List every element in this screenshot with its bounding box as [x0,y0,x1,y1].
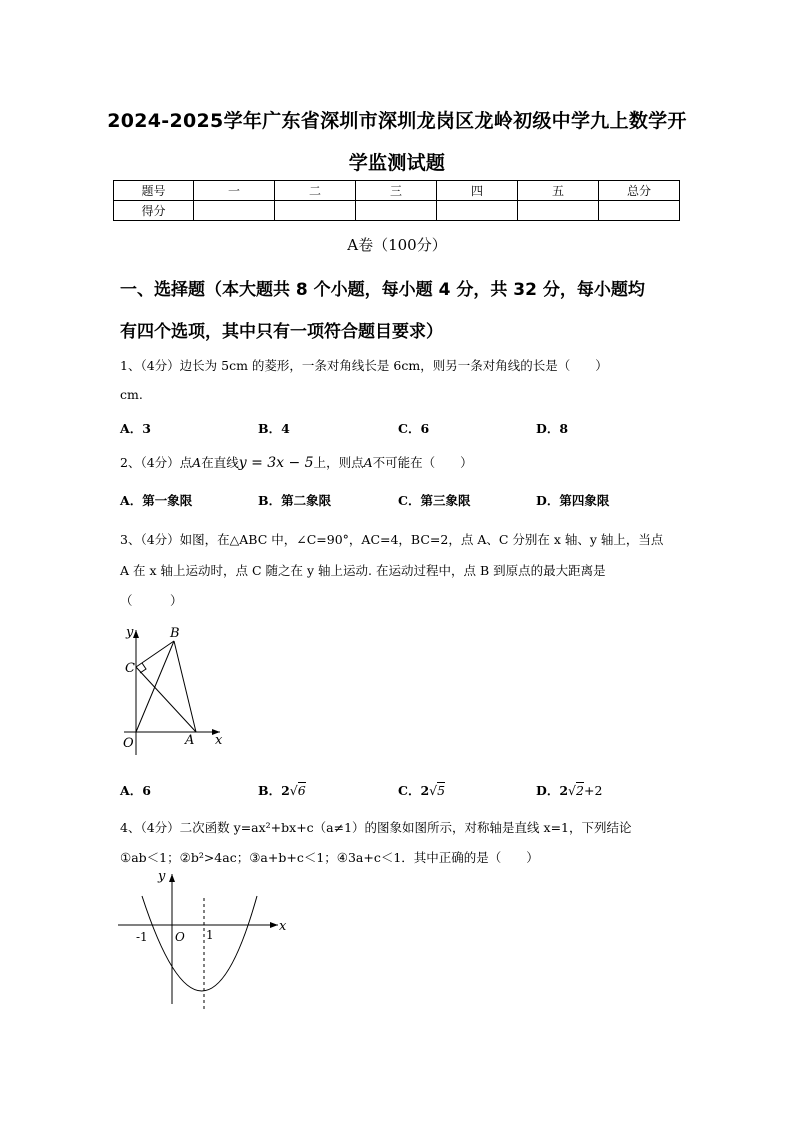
right-angle-mark-icon [140,663,146,673]
section-a-heading: A卷（100分） [347,236,447,254]
table-cell: 四 [437,181,518,201]
score-input-cell[interactable] [518,201,599,221]
label-1: 1 [206,928,214,942]
q2-end: 不可能在（ ） [372,455,473,470]
segment-ob [136,641,174,732]
label-a: A [185,733,195,748]
q4-figure [118,866,293,1016]
q3-option-c[interactable]: C．2√5 [398,783,446,798]
score-input-cell[interactable] [194,201,275,221]
table-cell: 总分 [599,181,680,201]
q1-option-b[interactable]: B．4 [258,421,290,436]
table-cell: 五 [518,181,599,201]
parabola-curve [142,896,257,991]
label-o: O [123,736,134,751]
segment-ca [136,667,196,732]
score-input-cell[interactable] [437,201,518,221]
label-x: x [215,733,223,748]
label-o: O [175,930,185,944]
segment-ba [174,641,196,732]
q2-option-a[interactable]: A．第一象限 [120,493,193,508]
title-line-1: 2024-2025学年广东省深圳市深圳龙岗区龙岭初级中学九上数学开 [107,110,687,132]
label-x: x [279,919,287,934]
label-b: B [170,626,180,641]
score-table-score-row [114,201,680,221]
label-y: y [158,869,166,884]
q2-text [120,453,473,471]
score-table [113,180,680,221]
q2-mid: 在直线 [201,455,239,470]
q3-figure [112,620,242,755]
score-table-header-row [114,181,680,201]
table-cell: 得分 [114,201,194,221]
label-y: y [126,625,134,640]
q1-option-d[interactable]: D．8 [536,421,569,436]
q2-point-a-2: A [363,455,373,470]
q3-option-b[interactable]: B．2√6 [258,783,306,798]
q3-option-d[interactable]: D．2√2+2 [536,783,603,798]
table-cell: 题号 [114,181,194,201]
q1-text-line-2: cm. [120,387,143,402]
part-heading-line-2: 有四个选项，其中只有一项符合题目要求） [120,322,443,342]
q1-option-a[interactable]: A．3 [120,421,151,436]
title-line-2: 学监测试题 [348,152,446,174]
q2-equation: y = 3x − 5 [238,455,314,471]
score-input-cell[interactable] [599,201,680,221]
q2-option-b[interactable]: B．第二象限 [258,493,332,508]
q1-option-c[interactable]: C．6 [398,421,430,436]
table-cell: 二 [275,181,356,201]
table-cell: 一 [194,181,275,201]
q3-text-line-3: （ ） [120,593,183,608]
x-axis-arrow-icon [270,922,278,928]
q4-text-line-1: 4、（4分）二次函数 y=ax²+bx+c（a≠1）的图象如图所示，对称轴是直线 x=1，下列结论 [120,820,632,835]
q3-text-line-2: A 在 x 轴上运动时，点 C 随之在 y 轴上运动. 在运动过程中，点 B 到原点的最大距离是 [120,563,606,578]
q2-prefix: 2、（4分）点 [120,455,193,470]
q3-option-a[interactable]: A．6 [120,783,151,798]
q4-text-line-2: ①ab＜1；②b²>4ac；③a+b+c＜1；④3a+c＜1．其中正确的是（ ） [120,850,539,865]
score-input-cell[interactable] [275,201,356,221]
table-cell: 三 [356,181,437,201]
y-axis-arrow-icon [133,630,139,638]
y-axis-arrow-icon [169,874,175,882]
part-heading-line-1: 一、选择题（本大题共 8 个小题，每小题 4 分，共 32 分，每小题均 [120,280,645,300]
q2-option-c[interactable]: C．第三象限 [398,493,471,508]
q2-point-a: A [192,455,202,470]
label-neg-1: -1 [136,930,148,944]
q1-text-line-1: 1、（4分）边长为 5cm 的菱形，一条对角线长是 6cm，则另一条对角线的长是（ ） [120,358,608,373]
label-c: C [125,661,135,676]
q3-text-line-1: 3、（4分）如图，在△ABC 中，∠C=90°，AC=4，BC=2，点 A、C 分别在 x 轴、y 轴上，当点 [120,532,664,547]
score-input-cell[interactable] [356,201,437,221]
q2-option-d[interactable]: D．第四象限 [536,493,610,508]
q2-suffix: 上，则点 [313,455,364,470]
